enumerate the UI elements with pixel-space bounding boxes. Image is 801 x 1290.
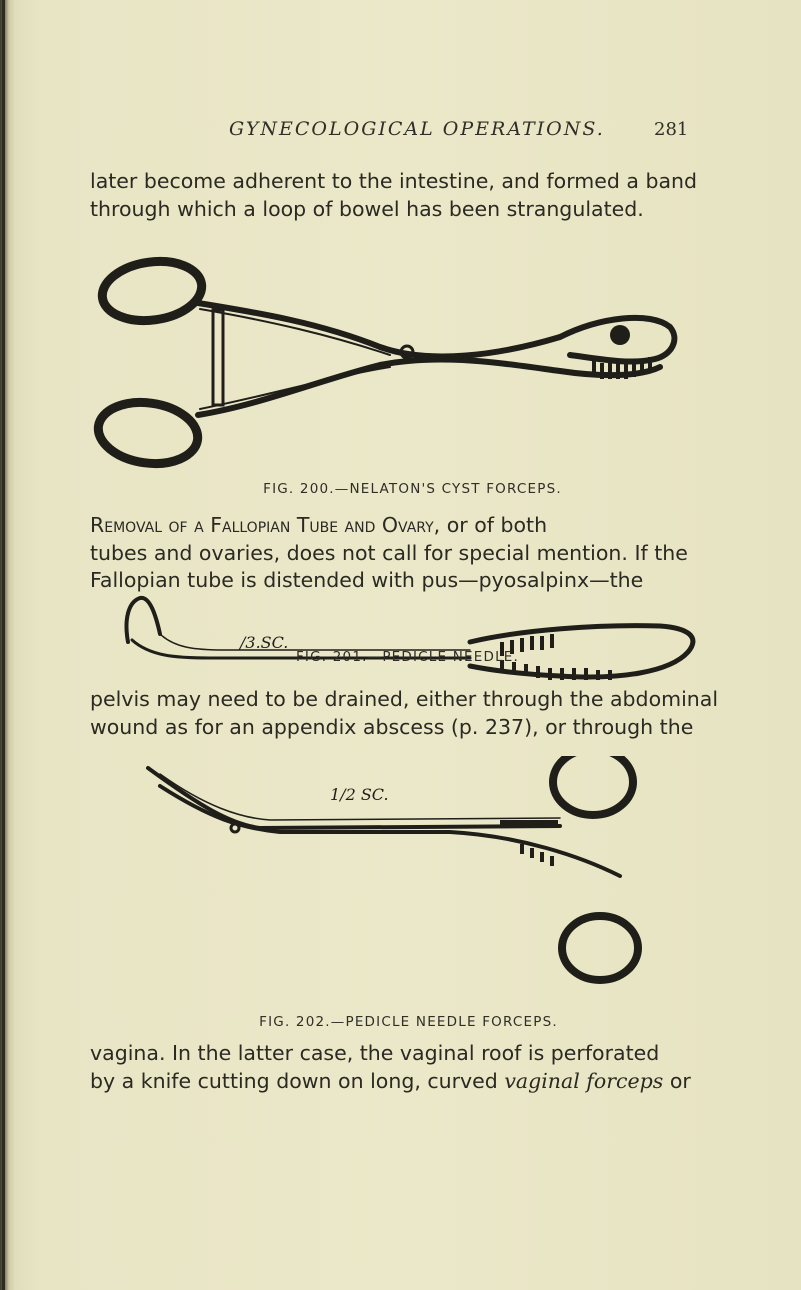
text-fragment: or of both (440, 513, 548, 537)
figure-200-cyst-forceps (0, 255, 801, 470)
forceps-upper-finger-ring (553, 756, 633, 815)
text-line: through which a loop of bowel has been strangulated. (90, 196, 644, 221)
forceps-hinge-pivot (231, 824, 239, 832)
text-line: wound as for an appendix abscess (p. 237), or through the (90, 714, 694, 739)
forceps-lower-finger-ring (94, 396, 201, 469)
forceps-upper-shank (198, 303, 560, 356)
figure-201-pedicle-needle (0, 590, 801, 690)
forceps-lower-shank (198, 359, 560, 415)
text-fragment: or (663, 1068, 691, 1093)
running-head: GYNECOLOGICAL OPERATIONS. (229, 118, 605, 140)
figure-202-needle-forceps (0, 756, 801, 1006)
forceps-ratchet-bar (213, 310, 223, 405)
paragraph-2 (90, 512, 690, 595)
paragraph-3 (90, 686, 719, 741)
page-header (0, 118, 801, 148)
figure-201-scale-label: /3.SC. (240, 633, 289, 652)
needle-hook-tip (127, 598, 161, 642)
text-line: Fallopian tube is distended with pus—pyosalpinx—the (90, 568, 644, 592)
section-heading: Removal of a Fallopian Tube and Ovary, (90, 513, 441, 537)
figure-202-caption: FIG. 202.—PEDICLE NEEDLE FORCEPS. (259, 1014, 558, 1030)
paragraph-4 (90, 1040, 690, 1095)
paragraph-1 (90, 168, 698, 223)
text-line: tubes and ovaries, does not call for special mention. If the (90, 540, 688, 565)
italic-term: vaginal forceps (504, 1068, 664, 1093)
figure-200-caption: FIG. 200.—NELATON'S CYST FORCEPS. (263, 481, 562, 497)
text-line (90, 1068, 690, 1096)
text-line (90, 512, 690, 540)
text-line: later become adherent to the intestine, and formed a band (90, 169, 698, 193)
text-line: pelvis may need to be drained, either through the abdominal (90, 687, 719, 711)
forceps-lower-finger-ring (562, 916, 638, 980)
text-line: vagina. In the latter case, the vaginal roof is perforated (90, 1041, 660, 1065)
figure-202-scale-label: 1/2 SC. (330, 785, 389, 804)
text-fragment: by a knife cutting down on long, curved (90, 1068, 505, 1093)
page-number: 281 (654, 119, 689, 140)
figure-201-caption: FIG. 201.—PEDICLE NEEDLE. (295, 649, 520, 665)
forceps-upper-finger-ring (98, 255, 205, 326)
